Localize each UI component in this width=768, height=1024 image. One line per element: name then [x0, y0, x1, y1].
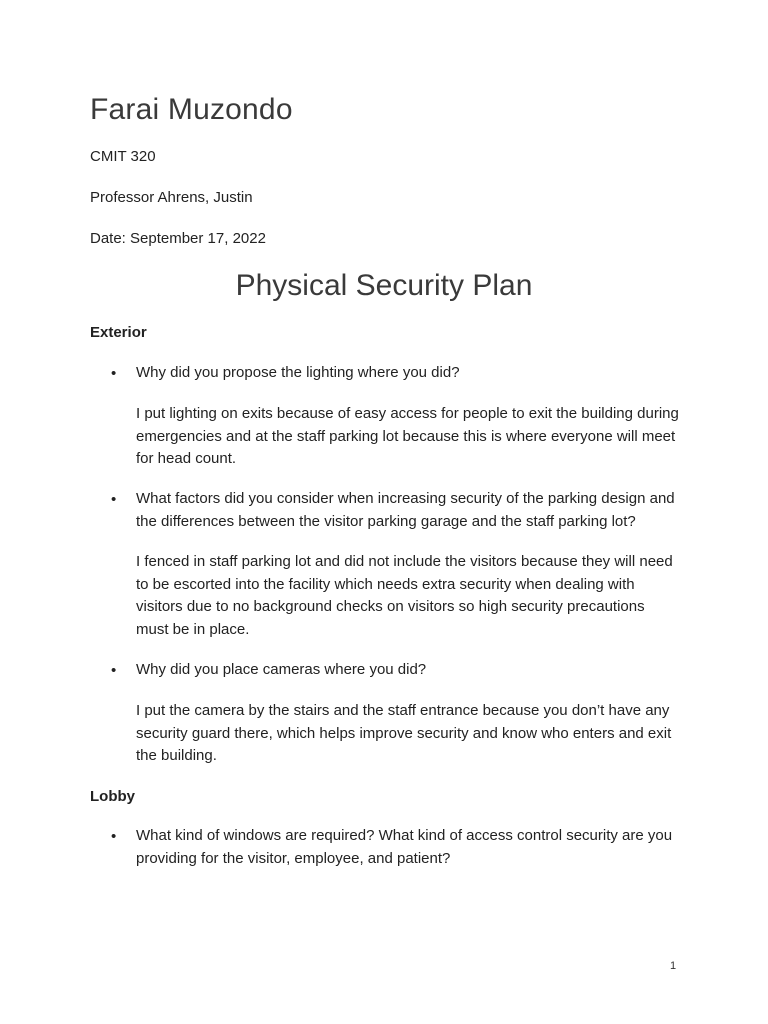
question-windows-access: What kind of windows are required? What kind of access control security are you providing for the visitor, employee, and patient?	[136, 827, 673, 867]
answer-cameras: I put the camera by the stairs and the staff entrance because you don’t have any security guard there, which helps improve security and know who enters and exit the building.	[136, 702, 672, 764]
course-code: CMIT 320	[90, 148, 156, 165]
question-lighting: Why did you propose the lighting where you did?	[136, 364, 460, 381]
document-title: Physical Security Plan	[235, 269, 533, 302]
question-parking: What factors did you consider when increasing security of the parking design and the differences between the visitor parking garage and the staff parking lot?	[136, 490, 675, 530]
question-cameras: Why did you place cameras where you did?	[136, 661, 427, 678]
section-heading-exterior: Exterior	[90, 324, 147, 341]
answer-parking: I fenced in staff parking lot and did not include the visitors because they will need to be escorted into the facility which needs extra security when dealing with visitors due to no background checks on visitors so high security precautions must be in place.	[136, 553, 673, 638]
submission-date: Date: September 17, 2022	[90, 230, 266, 247]
page-number: 1	[670, 960, 677, 972]
bullet-icon: •	[111, 828, 117, 845]
answer-lighting: I put lighting on exits because of easy access for people to exit the building during emergencies and at the staff parking lot because this is where everyone will meet for head count.	[136, 405, 679, 467]
bullet-icon: •	[111, 491, 117, 508]
author-name: Farai Muzondo	[90, 93, 293, 126]
bullet-icon: •	[111, 662, 117, 679]
professor-name: Professor Ahrens, Justin	[90, 189, 253, 206]
section-heading-lobby: Lobby	[90, 788, 135, 805]
bullet-icon: •	[111, 365, 117, 382]
